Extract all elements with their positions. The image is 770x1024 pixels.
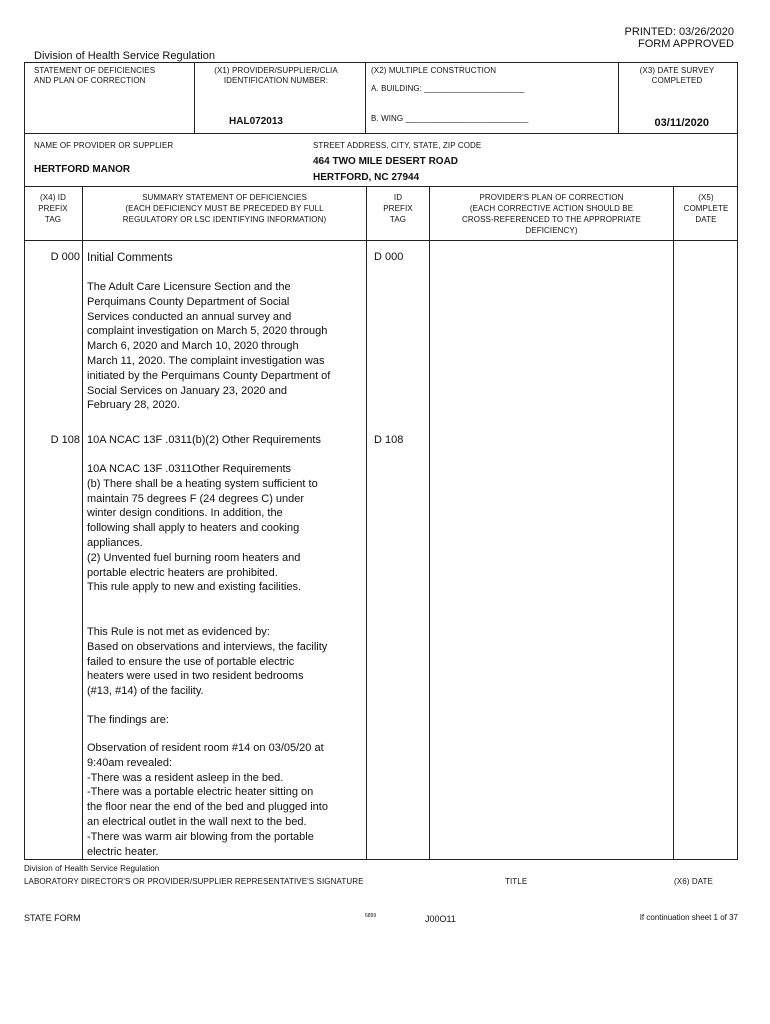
address-line2: HERTFORD, NC 27944 [313,172,420,183]
continuation-note: If continuation sheet 1 of 37 [639,913,738,922]
entry-tag: D 000 [50,251,80,263]
entry-tag: D 108 [50,434,80,446]
address-line1: 464 TWO MILE DESERT ROAD [313,156,459,167]
col-plan-header: PROVIDER'S PLAN OF CORRECTION (EACH CORRECTIVE ACTION SHOULD BE CROSS-REFERENCED TO THE APPROPRIATE DEFICIENCY) [462,193,641,235]
x1-label: (X1) PROVIDER/SUPPLIER/CLIA IDENTIFICATION NUMBER: [214,66,338,85]
address-label: STREET ADDRESS, CITY, STATE, ZIP CODE [313,141,482,150]
entry-text: The Adult Care Licensure Section and the Perquimans County Department of Social Services conducted an annual survey and complaint investigation on March 5, 2020 through March 6, 2020 and March 10, 2020 through March 11, 2020. The complaint investigation was initiated by the Perquimans County Department of Social Services on January 23, 2020 and February 28, 2020. [87,281,331,412]
printed-date: PRINTED: 03/26/2020 [624,26,734,38]
footer-division: Division of Health Service Regulation [24,864,160,873]
x2-label: (X2) MULTIPLE CONSTRUCTION [371,66,497,75]
provider-name: HERTFORD MANOR [34,164,131,175]
entry-text: 10A NCAC 13F .0311Other Requirements (b) There shall be a heating system sufficient to maintain 75 degrees F (24 degrees C) under winter design conditions. In addition, the following shall apply to heaters and cooking appliances. (2) Unvented fuel burning room heaters and portable electric heaters are prohibited. This rule apply to new and existing facilities. [87,463,318,594]
event-id: J00O11 [425,914,456,924]
x3-value: 03/11/2020 [654,117,709,129]
entry-evidence: This Rule is not met as evidenced by: Based on observations and interviews, the facility failed to ensure the use of portable electric heaters were used in two resident bedrooms (#13, #14) of the facility. [87,626,328,698]
entry-id-tag: D 000 [374,251,404,263]
entry-title: 10A NCAC 13F .0311(b)(2) Other Requirements [87,434,321,446]
col-id-header: ID PREFIX TAG [383,193,413,224]
form-code: 6899 [365,913,377,919]
col-x5-header: (X5) COMPLETE DATE [683,193,729,224]
provider-name-label: NAME OF PROVIDER OR SUPPLIER [34,141,174,150]
title-label: TITLE [505,877,528,886]
form-approved: FORM APPROVED [638,38,734,50]
state-form-label: STATE FORM [24,913,81,923]
x1-value: HAL072013 [229,116,283,127]
entry-title: Initial Comments [87,252,173,264]
x3-label: (X3) DATE SURVEY COMPLETED [639,66,715,85]
date-label: (X6) DATE [674,877,713,886]
division-title: Division of Health Service Regulation [34,50,215,62]
statement-label: STATEMENT OF DEFICIENCIES AND PLAN OF CORRECTION [34,66,156,85]
col-x4-header: (X4) ID PREFIX TAG [38,193,68,224]
signature-label: LABORATORY DIRECTOR'S OR PROVIDER/SUPPLIER REPRESENTATIVE'S SIGNATURE [24,877,364,886]
wing-label: B. WING ___________________________ [371,114,529,123]
building-label: A. BUILDING: ______________________ [371,84,525,93]
entry-observation: Observation of resident room #14 on 03/05/20 at 9:40am revealed: -There was a resident asleep in the bed. -There was a portable electric heater sitting on the floor near the end of the bed and plugged into an electrical outlet in the wall next to the bed. -There was warm air blowing from the portable electric heater. [87,742,328,858]
entry-findings-label: The findings are: [87,714,169,726]
entry-id-tag: D 108 [374,434,404,446]
col-summary-header: SUMMARY STATEMENT OF DEFICIENCIES (EACH DEFICIENCY MUST BE PRECEDED BY FULL REGULATORY OR LSC IDENTIFYING INFORMATION) [122,193,327,224]
